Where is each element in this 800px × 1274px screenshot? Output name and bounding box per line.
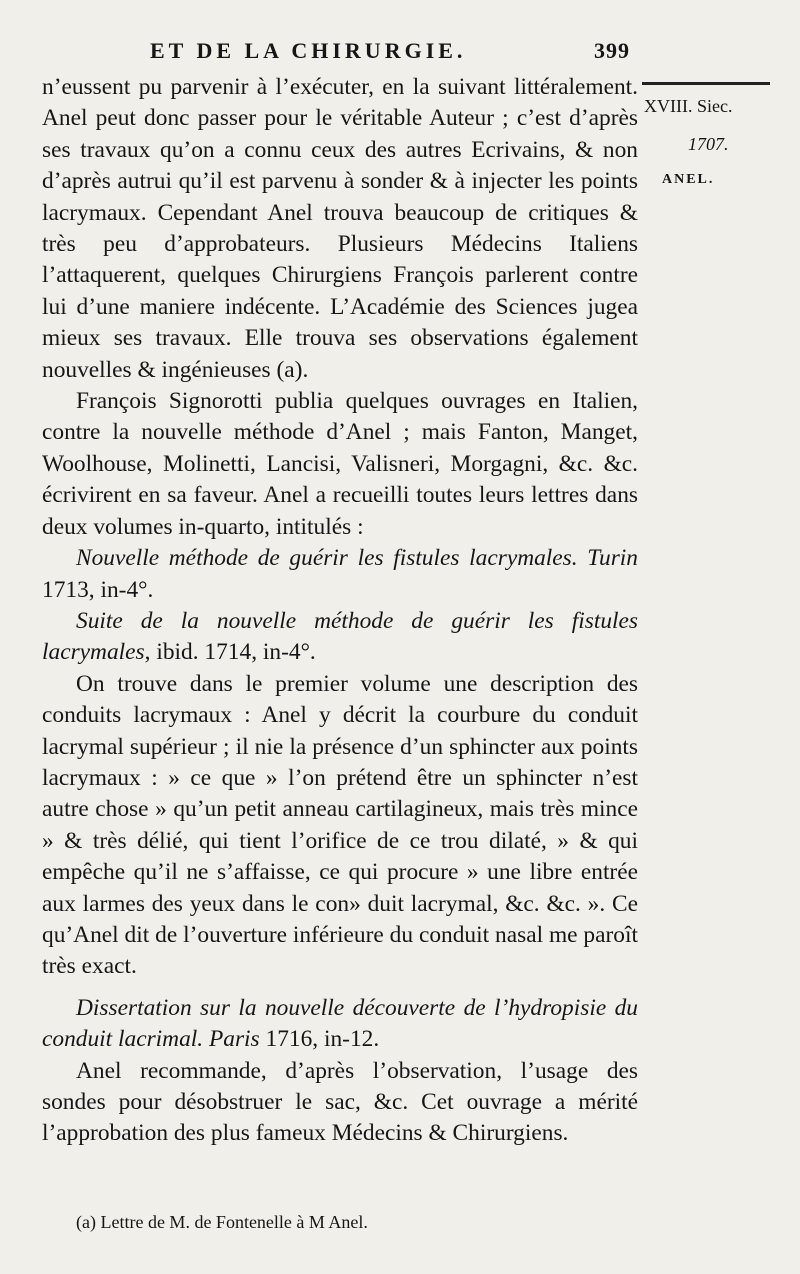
paragraph: François Signorotti publia quelques ouvrages en Italien, contre la nouvelle méthode d’Anel ; mais Fanton, Manget, Woolhouse, Molinetti, Lancisi, Valisneri, Morgagni, &c. &c. écrivirent en sa faveur. Anel a recueilli toutes leurs lettres dans deux volumes in-quarto, intitulés :	[42, 388, 638, 540]
footnote: (a) Lettre de M. de Fontenelle à M Anel.	[76, 1212, 368, 1232]
paragraph-end: Ce qu’Anel dit de l’ouverture inférieure du conduit nasal me paroît très exact.	[42, 890, 638, 980]
book-title: Nouvelle méthode de guérir les fistules lacrymales. Turin	[76, 545, 638, 572]
running-title: ET DE LA CHIRURGIE.	[150, 38, 467, 63]
book-title-entry	[42, 543, 638, 606]
book-details: 1716, in-12.	[265, 1026, 380, 1053]
page-number: 399	[594, 38, 630, 63]
margin-name: ANEL.	[662, 172, 715, 187]
paragraph: n’eussent pu parvenir à l’exécuter, en la suivant littéralement. Anel peut donc passer pour le véritable Auteur ; c’est d’après ses travaux qu’on a connu ceux des autres Ecrivains, & non d’après autrui qu’il est parvenu à sonder & à injecter les points lacrymaux. Cependant Anel trouva beaucoup de critiques & très peu d’approbateurs. Plusieurs Médecins Italiens l’attaquerent, quelques Chirurgiens François parlerent contre lui d’une maniere indécente. L’Académie des Sciences jugea mieux ses travaux. Elle trouva ses observations également nouvelles & ingénieuses (a).	[42, 74, 638, 383]
paragraph	[42, 669, 638, 983]
book-title-entry	[42, 606, 638, 669]
quotation: » ce que » l’on prétend être un sphincter n’est autre chose » qu’un petit anneau cartilagineux, mais très mince » & très délié, qui tient l’orifice de ce trou dilaté, » & qui empêche qu’il ne s’affaisse, ce qui procure » une libre entrée aux larmes des yeux dans le con» duit lacrymal, &c. &c. ».	[42, 764, 638, 917]
margin-year: 1707.	[688, 134, 729, 154]
book-details: 1713, in-4°.	[42, 576, 154, 603]
paragraph: Anel recommande, d’après l’observation, l’usage des sondes pour désobstruer le sac, &c. Cet ouvrage a mérité l’approbation des plus fameux Médecins & Chirurgiens.	[42, 1057, 638, 1147]
book-title: Suite de la nouvelle méthode de guérir les fistules lacrymales	[42, 607, 638, 666]
main-text	[42, 72, 638, 1150]
margin-rule	[642, 82, 770, 85]
book-title: Dissertation sur la nouvelle découverte de l’hydropisie du conduit lacrimal. Paris	[42, 994, 638, 1053]
margin-century: XVIII. Siec.	[644, 96, 733, 116]
paragraph-intro: On trouve dans le premier volume une description des conduits lacrymaux : Anel y décrit la courbure du conduit lacrymal supérieur ; il nie la présence d’un sphincter aux points lacrymaux :	[42, 670, 638, 791]
book-details: , ibid. 1714, in-4°.	[144, 639, 316, 666]
book-title-entry	[42, 993, 638, 1056]
